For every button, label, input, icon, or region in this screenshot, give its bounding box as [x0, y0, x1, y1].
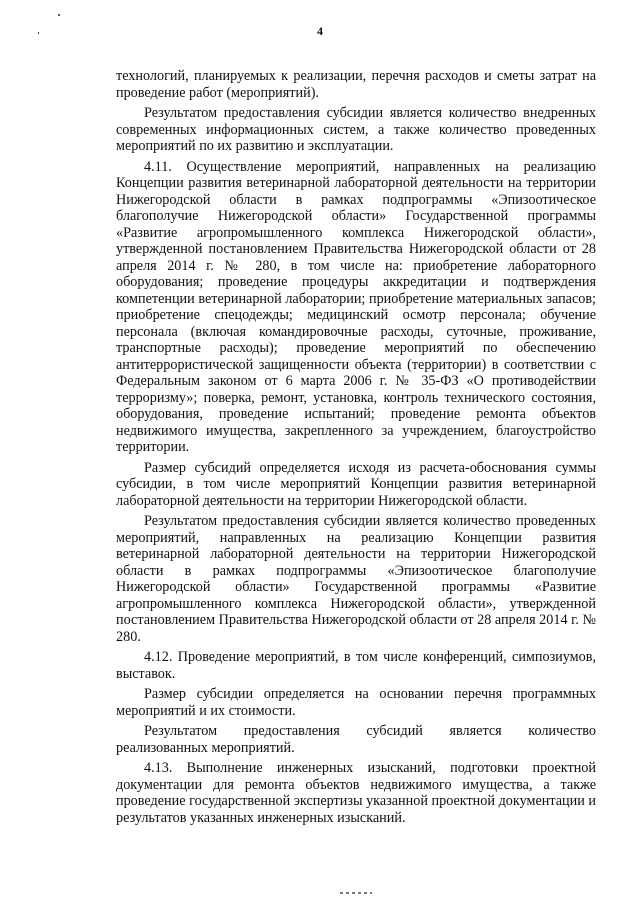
paragraph: технологий, планируемых к реализации, перечня расходов и сметы затрат на проведение работ (мероприятий). — [116, 68, 596, 101]
paragraph: Результатом предоставления субсидии является количество внедренных современных информационных систем, а также количество проведенных мероприятий по их развитию и эксплуатации. — [116, 105, 596, 154]
document-body — [116, 68, 596, 830]
page-number: 4 — [317, 24, 323, 38]
paragraph: Результатом предоставления субсидий является количество реализованных мероприятий. — [116, 723, 596, 756]
paragraph: Размер субсидий определяется исходя из расчета-обоснования суммы субсидии, в том числе мероприятий Концепции развития ветеринарной лабораторной деятельности на территории Нижегородской области. — [116, 459, 596, 509]
paragraph: 4.11. Осуществление мероприятий, направленных на реализацию Концепции развития ветеринарной лабораторной деятельности на территории Нижегородской области в рамках подпрограммы «Эпизоотическое благополучие Нижегородской области» Государственной программы «Развитие агропромышленного комплекса Нижегородской области», утвержденной постановлением Правительства Нижегородской области от 28 апреля 2014 г. № 280, в том числе на: приобретение лабораторного оборудования; проведение процедуры аккредитации и подтверждения компетенции ветеринарной лаборатории; приобретение материальных запасов; приобретение спецодежды; медицинский осмотр персонала; обучение персонала (включая командировочные расходы, суточные, проживание, транспортные расходы); проведение мероприятий по обеспечению антитеррористической защищенности объекта (территории) в соответствии с Федеральным законом от 6 марта 2006 г. № 35-ФЗ «О противодействии терроризму»; поверка, ремонт, установка, контроль технического состояния, оборудования, проведение испытаний; проведение ремонта объектов недвижимого имущества, закрепленного за учреждением, благоустройство территории. — [116, 158, 596, 455]
paragraph: 4.12. Проведение мероприятий, в том числе конференций, симпозиумов, выставок. — [116, 649, 596, 682]
scan-artifact-line — [340, 892, 372, 894]
scan-speck — [58, 14, 60, 16]
paragraph: 4.13. Выполнение инженерных изысканий, подготовки проектной документации для ремонта объектов недвижимого имущества, а также проведение государственной экспертизы указанной проектной документации и результатов указанных инженерных изысканий. — [116, 760, 596, 826]
paragraph: Размер субсидии определяется на основании перечня программных мероприятий и их стоимости. — [116, 686, 596, 719]
paragraph: Результатом предоставления субсидии является количество проведенных мероприятий, направленных на реализацию Концепции развития ветеринарной лабораторной деятельности на территории Нижегородской области в рамках подпрограммы «Эпизоотическое благополучие Нижегородской области» Государственной программы «Развитие агропромышленного комплекса Нижегородской области», утвержденной постановлением Правительства Нижегородской области от 28 апреля 2014 г. № 280. — [116, 513, 596, 645]
